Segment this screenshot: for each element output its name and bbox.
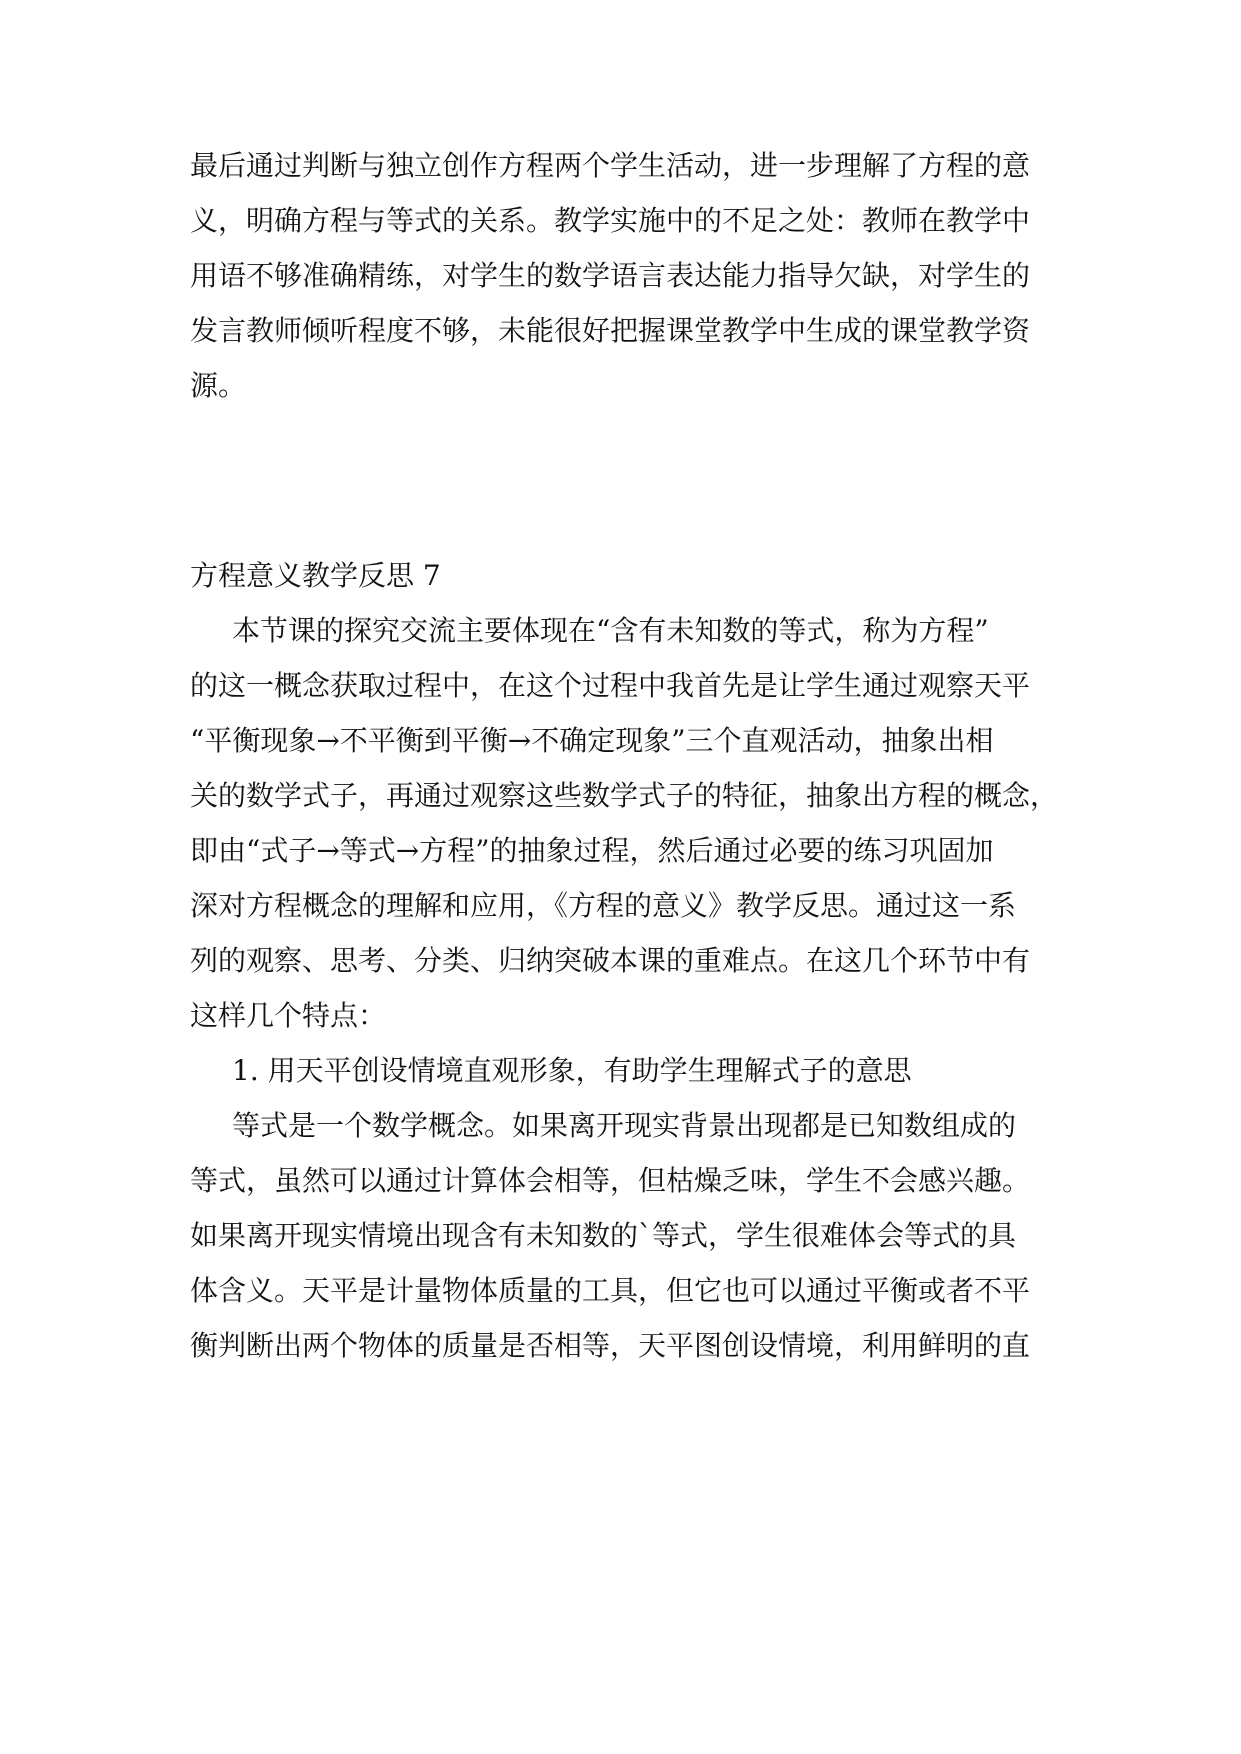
- paragraph-2-line-4: 关的数学式子，再通过观察这些数学式子的特征，抽象出方程的概念，: [190, 779, 1059, 812]
- paragraph-2-line-8: 这样几个特点：: [190, 999, 387, 1032]
- paragraph-3-line-2: 等式，虽然可以通过计算体会相等，但枯燥乏味，学生不会感兴趣。: [190, 1164, 1031, 1197]
- paragraph-3-line-5: 衡判断出两个物体的质量是否相等，天平图创设情境，利用鲜明的直: [190, 1329, 1031, 1362]
- paragraph-1-line-5: 源。: [190, 369, 247, 402]
- section-title: 方程意义教学反思 7: [190, 559, 441, 592]
- paragraph-2-line-7: 列的观察、思考、分类、归纳突破本课的重难点。在这几个环节中有: [190, 944, 1031, 977]
- paragraph-2-line-2: 的这一概念获取过程中，在这个过程中我首先是让学生通过观察天平: [190, 669, 1031, 702]
- paragraph-3-line-1: 等式是一个数学概念。如果离开现实背景出现都是已知数组成的: [232, 1109, 1017, 1142]
- paragraph-3-line-4: 体含义。天平是计量物体质量的工具，但它也可以通过平衡或者不平: [190, 1274, 1031, 1307]
- paragraph-3-line-3: 如果离开现实情境出现含有未知数的`等式，学生很难体会等式的具: [190, 1219, 1017, 1252]
- paragraph-1-line-1: 最后通过判断与独立创作方程两个学生活动，进一步理解了方程的意: [190, 149, 1031, 182]
- paragraph-2-line-6: 深对方程概念的理解和应用，《方程的意义》教学反思。通过这一系: [190, 889, 1017, 922]
- paragraph-2-line-5: 即由“式子→等式→方程”的抽象过程，然后通过必要的练习巩固加: [190, 834, 994, 867]
- paragraph-1-line-3: 用语不够准确精练，对学生的数学语言表达能力指导欠缺，对学生的: [190, 259, 1031, 292]
- paragraph-2-line-1: 本节课的探究交流主要体现在“含有未知数的等式，称为方程”: [232, 614, 989, 647]
- paragraph-1-line-4: 发言教师倾听程度不够，未能很好把握课堂教学中生成的课堂教学资: [190, 314, 1031, 347]
- paragraph-1-line-2: 义，明确方程与等式的关系。教学实施中的不足之处：教师在教学中: [190, 204, 1031, 237]
- list-item-1: 1. 用天平创设情境直观形象，有助学生理解式子的意思: [232, 1054, 912, 1087]
- paragraph-2-line-3: “平衡现象→不平衡到平衡→不确定现象”三个直观活动，抽象出相: [190, 724, 994, 757]
